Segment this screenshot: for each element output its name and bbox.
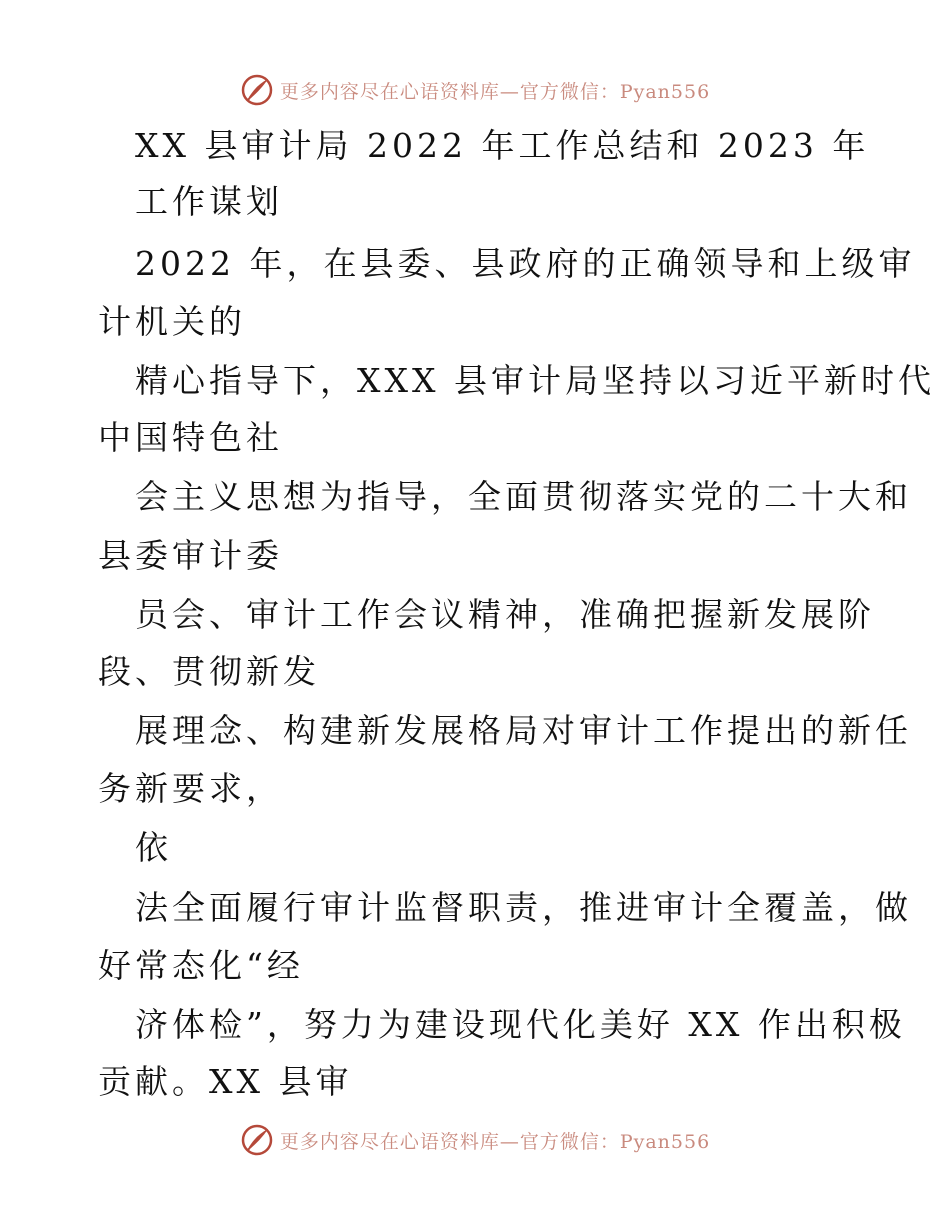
paragraph-line: 中国特色社 — [98, 418, 283, 457]
paragraph-line: 依 — [135, 828, 172, 867]
paragraph-line: 计机关的 — [98, 302, 246, 341]
footer-watermark — [0, 1120, 950, 1160]
paragraph-line: 员会、审计工作会议精神，准确把握新发展阶 — [135, 595, 875, 634]
document-title-line: XX 县审计局 2022 年工作总结和 2023 年 — [135, 126, 870, 165]
paragraph-line: 县委审计委 — [98, 536, 283, 575]
paragraph-line: 段、贯彻新发 — [98, 652, 320, 691]
paragraph-line: 贡献。XX 县审 — [98, 1062, 353, 1101]
watermark-text: 更多内容尽在心语资料库—官方微信：Pyan556 — [279, 80, 711, 103]
paragraph-line: 2022 年，在县委、县政府的正确领导和上级审 — [135, 244, 916, 283]
paragraph-line: 会主义思想为指导，全面贯彻落实党的二十大和 — [135, 477, 912, 516]
paragraph-line: 济体检”，努力为建设现代化美好 XX 作出积极 — [135, 1005, 906, 1044]
paragraph-line: 法全面履行审计监督职责，推进审计全覆盖，做 — [135, 888, 912, 927]
paragraph-line: 好常态化“经 — [98, 946, 304, 985]
paragraph-line: 务新要求， — [98, 769, 283, 808]
paragraph-line: 精心指导下，XXX 县审计局坚持以习近平新时代 — [135, 361, 935, 400]
watermark-text: 更多内容尽在心语资料库—官方微信：Pyan556 — [279, 1130, 711, 1153]
header-watermark — [0, 70, 950, 110]
paragraph-line: 展理念、构建新发展格局对审计工作提出的新任 — [135, 711, 912, 750]
feather-quill-seal-icon — [240, 73, 274, 107]
document-title-line: 工作谋划 — [135, 182, 283, 221]
feather-quill-seal-icon — [240, 1123, 274, 1157]
